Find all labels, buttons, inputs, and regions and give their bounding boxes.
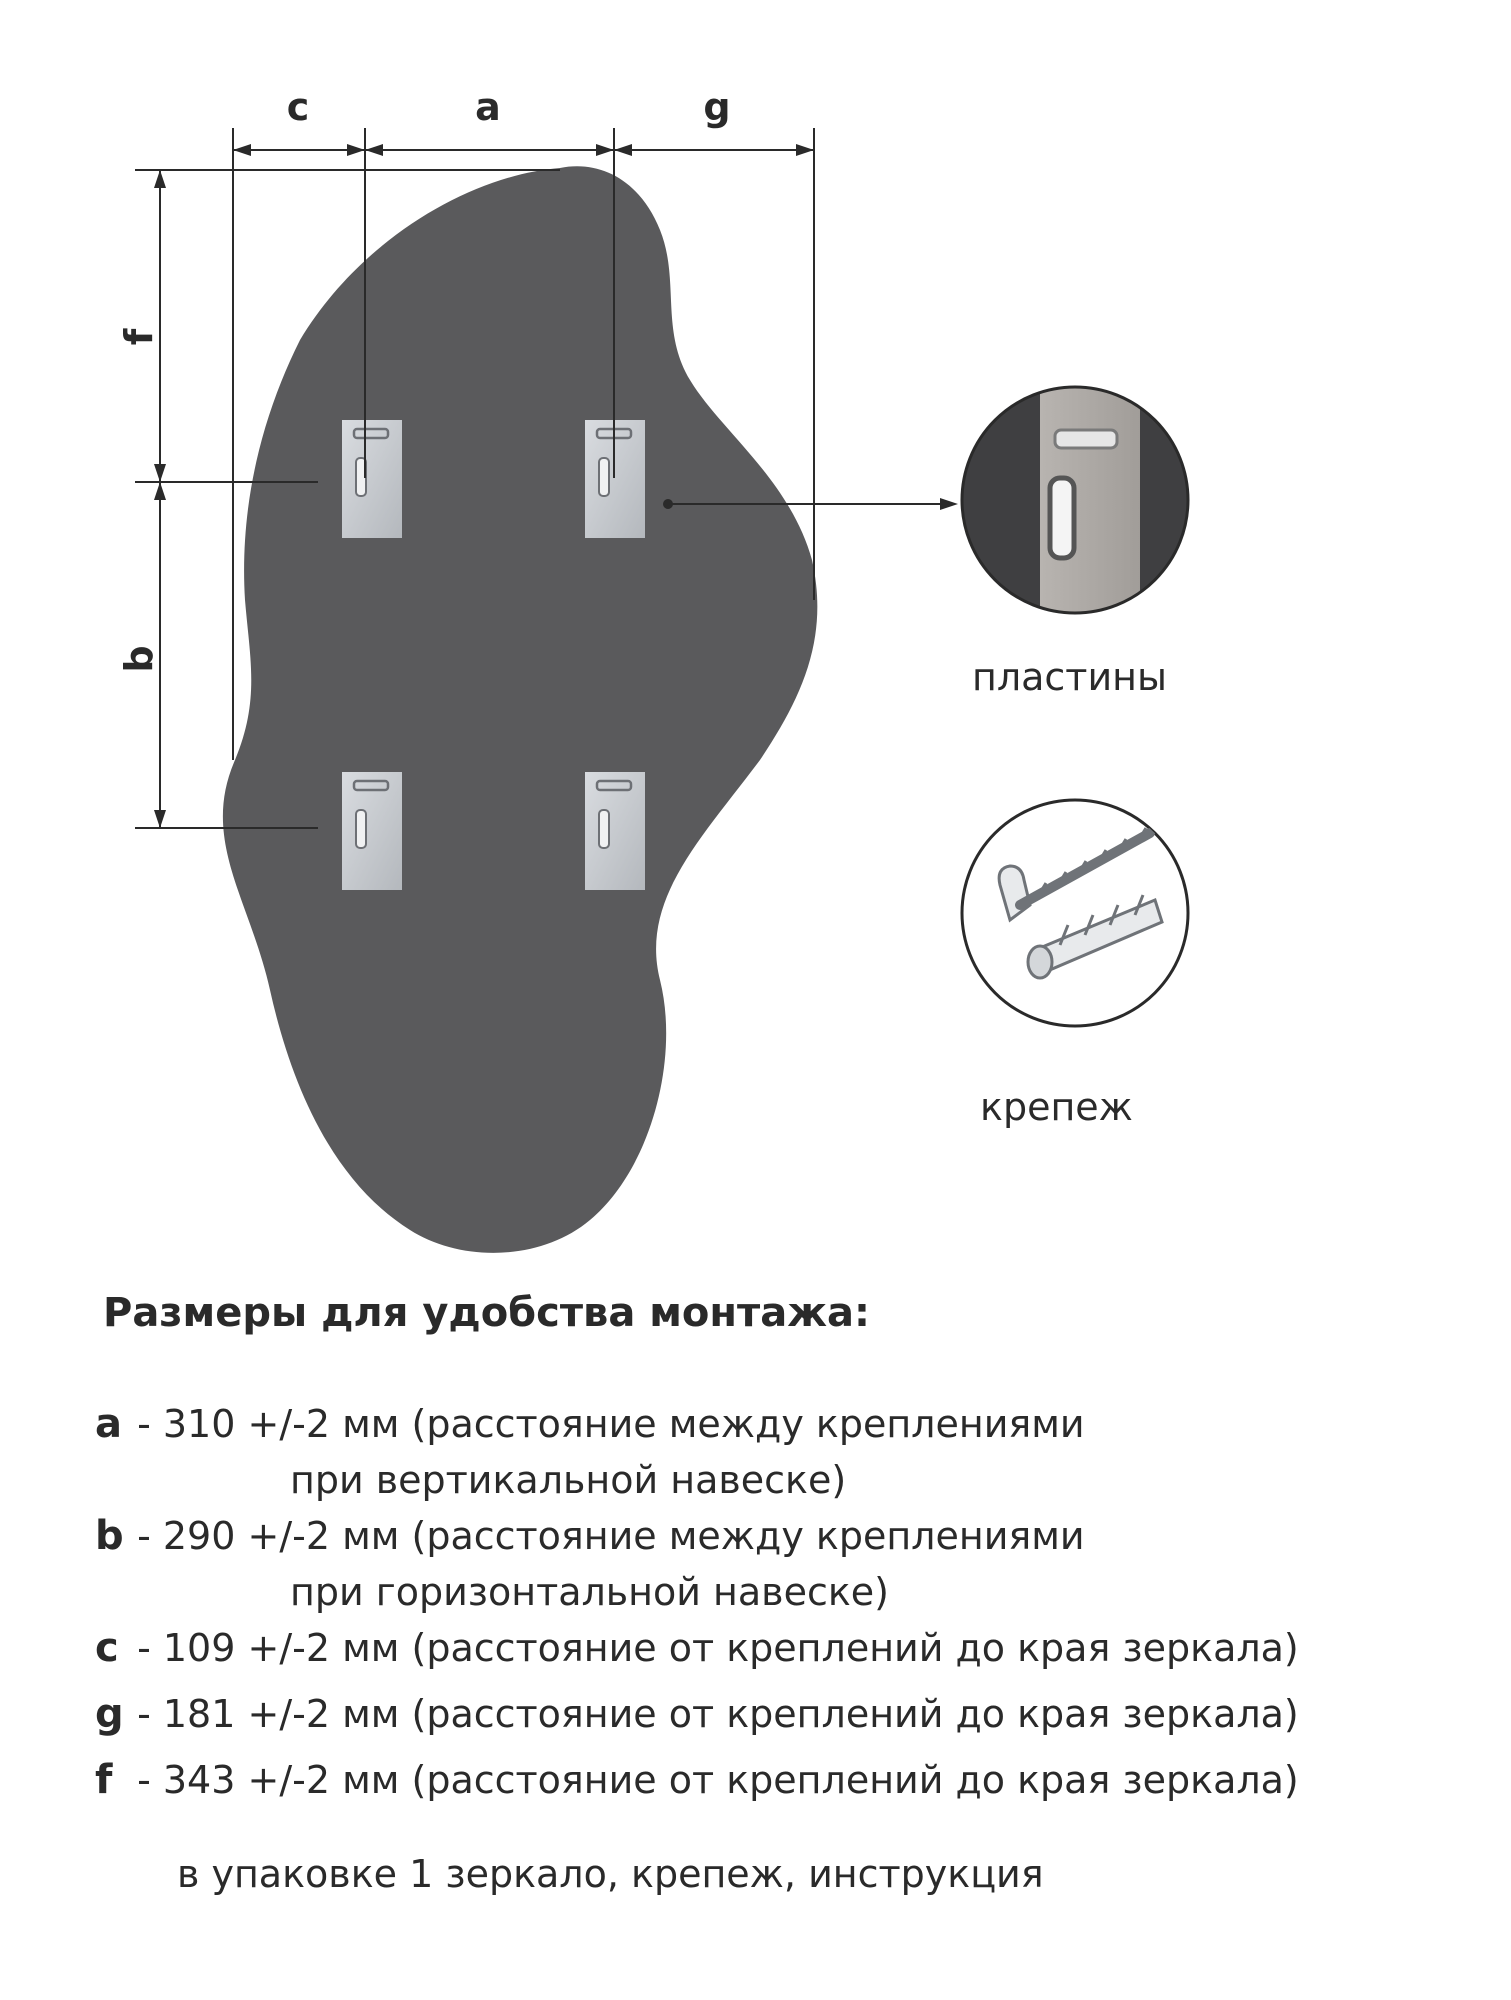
- spec-key: a: [95, 1401, 122, 1447]
- spec-key: b: [95, 1513, 124, 1559]
- dim-label-b: b: [117, 645, 161, 673]
- mirror-shape: [223, 166, 817, 1253]
- spec-a: [95, 1396, 1485, 1508]
- spec-f: [95, 1752, 1485, 1808]
- fasteners-caption: крепеж: [980, 1085, 1133, 1129]
- spec-g: [95, 1686, 1485, 1742]
- spec-text: - 310 +/-2 мм (расстояние между креплениями: [125, 1402, 1085, 1446]
- spec-text: - 181 +/-2 мм (расстояние от креплений до края зеркала): [125, 1692, 1299, 1736]
- fasteners-circle: [962, 800, 1188, 1026]
- plate-zoom-circle: [960, 385, 1200, 625]
- spec-key: f: [95, 1757, 113, 1803]
- spec-text: - 109 +/-2 мм (расстояние от креплений до края зеркала): [125, 1626, 1299, 1670]
- spec-b: [95, 1508, 1485, 1620]
- dim-label-g: g: [703, 85, 731, 129]
- dim-label-c: c: [286, 85, 310, 129]
- spec-continuation: при вертикальной навеске): [290, 1458, 847, 1502]
- spec-continuation: при горизонтальной навеске): [290, 1570, 890, 1614]
- spec-text: - 343 +/-2 мм (расстояние от креплений до края зеркала): [125, 1758, 1299, 1802]
- spec-key: c: [95, 1625, 119, 1671]
- dim-label-a: a: [475, 85, 501, 129]
- package-contents: в упаковке 1 зеркало, крепеж, инструкция: [177, 1852, 1044, 1896]
- spec-text: - 290 +/-2 мм (расстояние между креплениями: [125, 1514, 1085, 1558]
- specifications-title: Размеры для удобства монтажа:: [103, 1290, 871, 1336]
- plate-top-left: [342, 420, 402, 538]
- spec-key: g: [95, 1691, 124, 1737]
- plate-bottom-right: [585, 772, 645, 890]
- spec-c: [95, 1620, 1485, 1676]
- dim-label-f: f: [117, 328, 161, 346]
- specifications: [95, 1290, 1485, 1896]
- plate-bottom-left: [342, 772, 402, 890]
- plates-caption: пластины: [972, 655, 1167, 699]
